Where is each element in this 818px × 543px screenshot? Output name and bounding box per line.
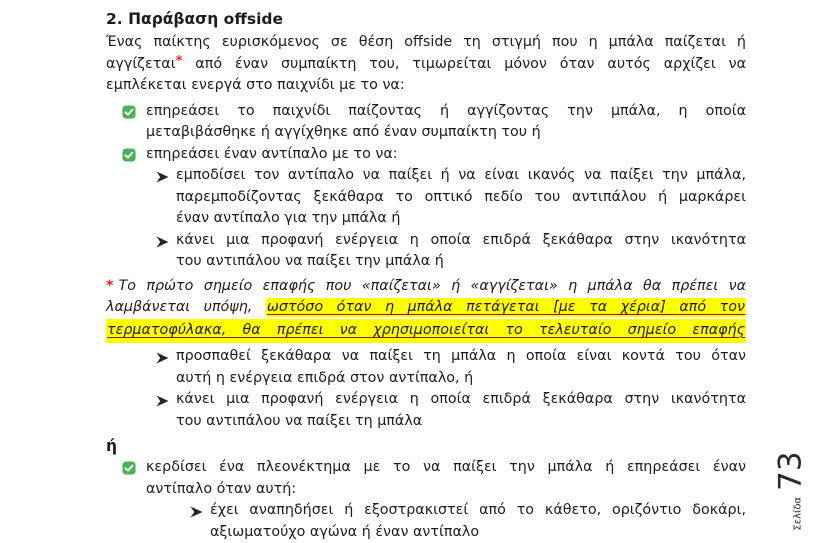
page-number: 73 bbox=[776, 451, 807, 490]
page-label: Σελίδα bbox=[793, 497, 804, 531]
footnote-line-1 bbox=[106, 276, 746, 298]
footnote bbox=[106, 276, 746, 344]
intro-line-3: εμπλέκεται ενεργά στο παιχνίδι με το να: bbox=[106, 75, 746, 97]
arrow-item-line: έχει αναπηδήσει ή εξοστρακιστεί από το κάθετο, οριζόντιο δοκάρι, bbox=[210, 500, 746, 522]
document-page bbox=[106, 8, 746, 543]
bullet-list bbox=[106, 101, 746, 273]
page-number-sidebar bbox=[776, 451, 807, 530]
arrow-item-line: έναν αντίπαλο για την μπάλα ή bbox=[176, 208, 746, 230]
green-check-icon bbox=[122, 105, 136, 119]
section-title: 2. Παράβαση offside bbox=[106, 8, 746, 30]
check-item-gain-advantage bbox=[106, 457, 746, 500]
arrow-item-line: του αντιπάλου να παίξει την μπάλα ή bbox=[176, 251, 746, 273]
arrowhead-bullet-icon bbox=[156, 236, 169, 248]
arrowhead-bullet-icon bbox=[156, 171, 169, 183]
bullet-list-continued bbox=[106, 346, 746, 543]
arrowhead-bullet-icon bbox=[190, 506, 203, 518]
arrowhead-bullet-icon bbox=[156, 395, 169, 407]
check-item-line: επηρεάσει το παιχνίδι παίζοντας ή αγγίζοντας την μπάλα, η οποία bbox=[146, 101, 746, 123]
arrow-item-obvious-action bbox=[106, 230, 746, 273]
intro-line-2-start: αγγίζεται bbox=[106, 56, 176, 72]
arrow-item-line: αυτή η ενέργεια επιδρά στον αντίπαλο, ή bbox=[176, 368, 746, 390]
arrowhead-bullet-icon bbox=[156, 352, 169, 364]
footnote-line-1-text: Το πρώτο σημείο επαφής που «παίζεται» ή «αγγίζεται» η μπάλα θα πρέπει να bbox=[118, 278, 746, 294]
footnote-line-3 bbox=[106, 319, 746, 344]
green-check-icon bbox=[122, 148, 136, 162]
arrow-item-line: του αντιπάλου να παίξει τη μπάλα bbox=[176, 411, 746, 433]
intro-line-1: Ένας παίκτης ευρισκόμενος σε θέση offside τη στιγμή που η μπάλα παίζεται ή bbox=[106, 32, 746, 54]
or-connector: ή bbox=[106, 435, 746, 457]
arrow-item-obstruct bbox=[106, 165, 746, 230]
check-item-line: κερδίσει ένα πλεονέκτημα με το να παίξει την μπάλα ή επηρεάσει έναν bbox=[146, 457, 746, 479]
footnote-line-2 bbox=[106, 297, 746, 319]
arrow-item-line: αξιωματούχο αγώνα ή έναν αντίπαλο bbox=[210, 522, 746, 543]
check-item-influence-opponent bbox=[106, 144, 746, 166]
check-item-line: μεταβιβάσθηκε ή αγγίχθηκε από έναν συμπαίκτη του ή bbox=[146, 122, 746, 144]
check-item-line: επηρεάσει έναν αντίπαλο με το να: bbox=[146, 144, 746, 166]
footnote-line-2-plain: λαμβάνεται υπόψη, bbox=[106, 299, 252, 315]
intro-line-2 bbox=[106, 54, 746, 76]
arrow-item-line: κάνει μια προφανή ενέργεια η οποία επιδρά ξεκάθαρα στην ικανότητα bbox=[176, 230, 746, 252]
arrow-item-obvious-action-2 bbox=[106, 389, 746, 432]
arrow-item-rebound bbox=[106, 500, 746, 543]
check-item-line: αντίπαλο όταν αυτή: bbox=[146, 479, 746, 501]
green-check-icon bbox=[122, 461, 136, 475]
intro-line-2-end: από έναν συμπαίκτη του, τιμωρείται μόνον όταν αυτός αρχίζει να bbox=[195, 56, 746, 72]
intro-paragraph bbox=[106, 32, 746, 97]
highlighted-text: τερματοφύλακα, θα πρέπει να χρησιμοποιείται το τελευταίο σημείο επαφής bbox=[106, 319, 746, 344]
check-item-influence-play bbox=[106, 101, 746, 144]
arrow-item-line: εμποδίσει τον αντίπαλο να παίξει ή να είναι ικανός να παίξει την μπάλα, bbox=[176, 165, 746, 187]
arrow-item-line: κάνει μια προφανή ενέργεια η οποία επιδρά ξεκάθαρα στην ικανότητα bbox=[176, 389, 746, 411]
arrow-item-line: προσπαθεί ξεκάθαρα να παίξει τη μπάλα η οποία είναι κοντά του όταν bbox=[176, 346, 746, 368]
asterisk-footnote-icon: * bbox=[106, 278, 113, 294]
highlighted-text: ωστόσο όταν η μπάλα πετάγεται [με τα χέρια] από τον bbox=[266, 298, 746, 317]
asterisk-reference-icon: * bbox=[176, 54, 183, 69]
arrow-item-attempt-play bbox=[106, 346, 746, 389]
arrow-item-line: παρεμποδίζοντας ξεκάθαρα το οπτικό πεδίο του αντιπάλου ή μαρκάρει bbox=[176, 187, 746, 209]
